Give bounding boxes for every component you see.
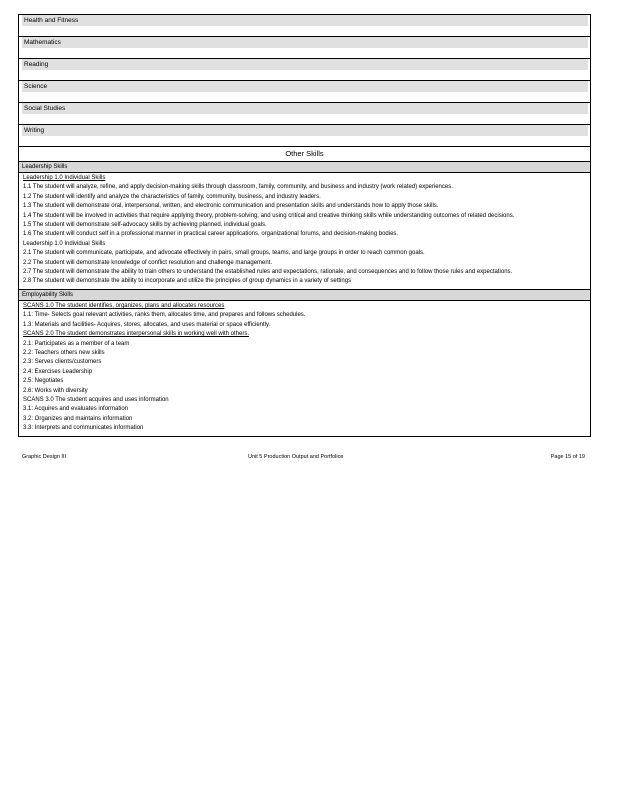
footer-unit: Unit 5 Production Output and Portfolios: [248, 454, 344, 460]
skill-line: 1.1 The student will analyze, refine, and apply decision-making skills through classroom, family, community, and business and industry (work related) experiences.: [23, 184, 453, 191]
subject-label: Science: [22, 81, 588, 92]
leadership-category: Leadership Skills: [19, 162, 590, 173]
subject-row: [19, 37, 590, 59]
employability-block: [19, 301, 590, 436]
skill-line: 2.4: Exercises Leadership: [23, 368, 93, 375]
other-skills-header: Other Skills: [19, 147, 590, 162]
skill-line: 1.1: Time- Selects goal relevant activities, ranks them, allocates time, and prepares and follows schedules.: [23, 312, 306, 319]
skill-line: 1.3 The student will demonstrate oral, interpersonal, written, and electronic communication and presentation skills and understands how to apply those skills.: [23, 203, 439, 210]
subject-label: Writing: [22, 125, 588, 136]
page-footer: [22, 454, 587, 464]
skill-line: 2.2: Teachers others new skills: [23, 349, 105, 356]
skill-line: 1.6 The student will conduct self in a professional manner in practical career applications, organizational forums, and decision-making bodies.: [23, 231, 399, 238]
skill-line: 1.5 The student will demonstrate self-advocacy skills by achieving planned, individual goals.: [23, 222, 267, 229]
subject-row: [19, 125, 590, 147]
subject-label: Social Studies: [22, 103, 588, 114]
employability-category: Employability Skills: [19, 289, 590, 301]
footer-course: Graphic Design III: [22, 454, 67, 460]
skill-line: 2.6: Works with diversity: [23, 387, 88, 394]
skill-line: 3.3: Interprets and communicates information: [23, 425, 144, 432]
standards-table: [18, 14, 591, 437]
skill-line: 2.1 The student will communicate, participate, and advocate effectively in pairs, small groups, teams, and large groups in order to reach common goals.: [23, 250, 425, 257]
skill-line: SCANS 3.0 The student acquires and uses information: [23, 396, 169, 403]
subject-row: [19, 81, 590, 103]
skill-line: 1.4 The student will be involved in activities that require applying theory, problem-solving, and using critical and creative thinking skills while understanding outcomes of related decisions.: [23, 212, 515, 219]
subject-label: Mathematics: [22, 37, 588, 48]
skill-line: 2.8 The student will demonstrate the ability to incorporate and utilize the principles of group dynamics in a variety of settings: [23, 278, 352, 285]
footer-page: Page 15 of 19: [550, 454, 585, 460]
skill-line: 3.2: Organizes and maintains information: [23, 415, 133, 422]
skill-line: SCANS 1.0 The student identifies, organizes, plans and allocates resources: [23, 302, 225, 309]
skill-line: 1.2 The student will identify and analyze the characteristics of family, community, business, and industry leaders.: [23, 193, 321, 200]
skill-line: 2.7 The student will demonstrate the ability to train others to understand the established rules and expectations, rationale, and consequences and to follow those rules and expectations.: [23, 269, 513, 276]
skill-line: 3.1: Acquires and evaluates information: [23, 406, 129, 413]
subject-label: Reading: [22, 59, 588, 70]
skill-line: 2.3: Serves clients/customers: [23, 359, 102, 366]
subject-row: [19, 15, 590, 37]
skill-line: 2.1: Participates as a member of a team: [23, 340, 130, 347]
subject-row: [19, 59, 590, 81]
skill-line: 2.5: Negotiates: [23, 378, 64, 385]
skill-line: Leadership 1.0 Individual Skills: [23, 240, 106, 247]
subject-label: Health and Fitness: [22, 15, 588, 26]
subject-row: [19, 103, 590, 125]
leadership-block: [19, 173, 590, 289]
subject-list: [19, 15, 590, 147]
skill-line: 2.2 The student will demonstrate knowledge of conflict resolution and challenge management.: [23, 259, 273, 266]
skill-line: 1.3: Materials and facilities- Acquires, stores, allocates, and uses material or space efficiently.: [23, 321, 271, 328]
skill-line: Leadership 1.0 Individual Skills: [23, 175, 106, 181]
skill-line: SCANS 2.0 The student demonstrates interpersonal skills in working well with others.: [23, 331, 249, 338]
